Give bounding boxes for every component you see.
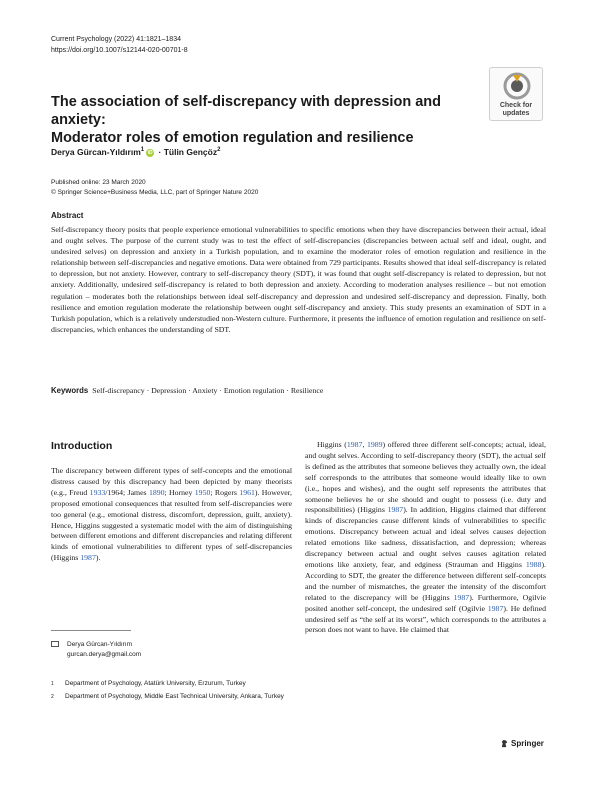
corresponding-author-name: Derya Gürcan-Yıldırım [67,641,133,648]
publication-meta [51,178,258,198]
text-run: ). In addition, Higgins claimed that different kinds of discrepancies cause different kinds of vulnerabilities to specific emotions. Discrepancy between actual and ideal selves causes dejection related emotions like sadness, dissatisfaction, and depression; whereas discrepancy between actual and ought selves causes agitation related emotions like anxiety, fear, and edginess (Strauman and Higgins [305,505,547,569]
citation-link[interactable]: 1987 [80,553,96,563]
mail-icon [51,641,59,647]
text-run: ). He defined undesired self as “the self at its worst”, which corresponds to the attributes a person does not want to have. He claimed that [305,603,546,635]
article-title [51,93,471,147]
citation-link[interactable]: 1890 [148,487,165,497]
citation-link[interactable]: 1987 [387,505,404,515]
text-run: ). According to SDT, the greater the difference between different self-concepts and the number of mismatches, the greater the intensity of the discomfort related to the discrepancy will be (Higgins [305,559,546,602]
publisher-name: Springer [511,739,544,748]
text-run: ; Rogers [210,487,240,497]
corresponding-email[interactable]: gurcan.derya@gmail.com [67,651,142,658]
keywords-list: Self-discrepancy · Depression · Anxiety · Emotion regulation · Resilience [92,386,324,395]
citation-link[interactable]: 1988 [525,559,542,569]
affiliation-number: 1 [51,681,54,687]
text-run: ). [95,553,101,563]
author-list [51,147,220,157]
keywords [51,386,546,395]
text-run: /1964; James [105,487,149,497]
check-for-updates-badge[interactable] [489,67,543,121]
copyright: © Springer Science+Business Media, LLC, part of Springer Nature 2020 [51,189,259,196]
text-run: ). However, proposed emotional consequences that resulted from self-discrepancies were too general (e.g., emotional distress, discomfort, depression, guilt, anxiety). Hence, Higgins suggested a systematic model with the aim of distinguishing between different emotions and different discrepancies and relating different kinds of emotional vulnerabilities to different types of self-discrepancies (Higgins [51,487,292,563]
author-1-affiliation: 1 [140,147,145,154]
publisher-logo [500,739,544,748]
affiliation-text: Department of Psychology, Middle East Technical University, Ankara, Turkey [65,693,284,700]
keywords-label: Keywords [51,386,89,395]
title-line-1: The association of self-discrepancy with depression and anxiety: [51,94,441,128]
affiliations [51,679,291,705]
text-run: Higgins ( [317,440,347,449]
citation-link[interactable]: 1961 [239,487,255,497]
citation-link[interactable]: 1933 [89,487,106,497]
published-date: Published online: 23 March 2020 [51,179,146,186]
text-run: ) offered three different self-concepts; actual, ideal, and ought selves. According to self-discrepancy theory (SDT), the actual self is defined as the attributes that someone believes they actually own, the ideal self corresponds to the attributes that someone would ideally like to own (i.e., hopes and wishes), and the ought self represents the attributes that someone believes he or she should and ought to possess (i.e. duty and responsibilities) (Higgins [305,440,546,515]
text-run: The discrepancy between different types of self-concepts and the emotional distress caused by this discrepancy had been depicted by many theorists (e.g., Freud [51,466,292,497]
intro-right-column [305,440,546,636]
badge-line2: updates [502,110,530,117]
correspondence [51,640,141,660]
citation-link[interactable]: 1987 [346,440,363,449]
springer-horse-icon [500,739,509,748]
footnote-divider [51,630,131,631]
doi-link[interactable]: https://doi.org/10.1007/s12144-020-00701-8 [51,47,188,54]
journal-header [51,34,188,56]
abstract-text: Self-discrepancy theory posits that people experience emotional vulnerabilities to specific emotions when they have discrepancies between their actual, ideal and ought selves. The purpose of the current study was to test the effect of self-discrepancies (discrepancies between actual self and ideal, ought, and undesired selves) on depression and anxiety in a Turkish population, and to examine the moderator roles of emotion regulation and resilience in the relationship between self-discrepancies and negative emotions. Data were obtained from 729 participants. Results showed that ideal self-discrepancy is related to depression, but not anxiety. However, contrary to self-discrepancy theory (SDT), it was found that ought self-discrepancy is related to depression, but not anxiety. Additionally, undesired self-discrepancy is related to both depression and anxiety. According to moderation analyses resilience – but not emotion regulation – moderates both the relationships between ideal self-discrepancy and depression and undesired self-discrepancy and depression. Finally, both resilience and emotion regulation moderate the relationship between ought self-discrepancy and anxiety. This study presents an examination of SDT in a Turkish population, which is a relatively understudied non-Western culture. Furthermore, it presents the influence of emotion regulation and resilience on self-discrepancies, which enhances the understanding of SDT. [51,225,546,334]
badge-line1: Check for [499,102,533,109]
citation-link[interactable]: 1989 [366,440,383,449]
text-run: ; Horney [164,487,195,497]
text-run: , [362,440,367,449]
journal-citation: Current Psychology (2022) 41:1821–1834 [51,36,181,43]
orcid-icon[interactable]: iD [147,149,153,156]
affiliation-item [51,679,291,689]
author-2-affiliation: 2 [217,147,221,154]
intro-left-column [51,466,292,564]
author-2[interactable]: Tülin Gençöz [163,147,218,157]
citation-link[interactable]: 1987 [453,592,470,602]
affiliation-item [51,692,291,702]
author-1[interactable]: Derya Gürcan-Yıldırım [51,147,141,157]
abstract-heading: Abstract [51,211,84,220]
check-for-updates-icon [503,72,531,100]
affiliation-text: Department of Psychology, Atatürk University, Erzurum, Turkey [65,680,246,687]
text-run: ). Furthermore, Ogilvie posited another self-concept, the undesired self (Ogilvie [305,592,546,613]
citation-link[interactable]: 1950 [194,487,211,497]
title-line-2: Moderator roles of emotion regulation and resilience [51,130,414,146]
introduction-heading: Introduction [51,440,113,452]
citation-link[interactable]: 1987 [487,603,504,613]
author-separator: · [158,147,162,157]
affiliation-number: 2 [51,694,54,700]
